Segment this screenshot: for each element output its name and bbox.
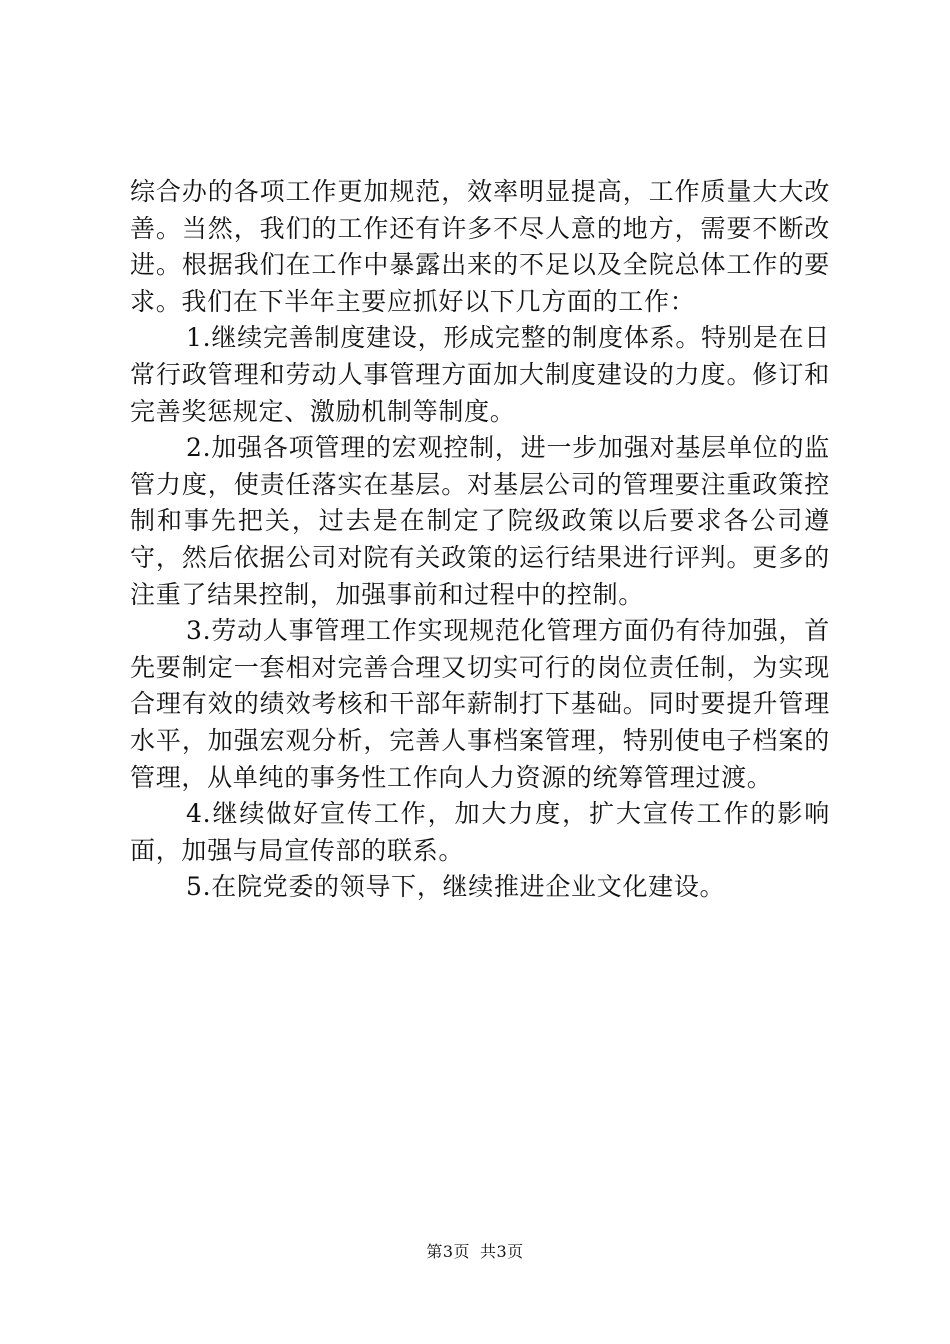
paragraph-item-1: 1.继续完善制度建设，形成完整的制度体系。特别是在日常行政管理和劳动人事管理方面加大制度建设的力度。修订和完善奖惩规定、激励机制等制度。 [130, 323, 830, 426]
paragraph-item-5: 5.在院党委的领导下，继续推进企业文化建设。 [186, 872, 726, 902]
page-footer [0, 1240, 950, 1264]
paragraph-intro: 综合办的各项工作更加规范，效率明显提高，工作质量大大改善。当然，我们的工作还有许多不尽人意的地方，需要不断改进。根据我们在工作中暴露出来的不足以及全院总体工作的要求。我们在下半年主要应抓好以下几方面的工作： [130, 177, 830, 316]
page-number: 第3页 [426, 1242, 470, 1261]
document-body [130, 174, 830, 906]
page-total: 共3页 [480, 1242, 524, 1261]
paragraph-item-3: 3.劳动人事管理工作实现规范化管理方面仍有待加强，首先要制定一套相对完善合理又切实可行的岗位责任制，为实现合理有效的绩效考核和干部年薪制打下基础。同时要提升管理水平，加强宏观分析，完善人事档案管理，特别使电子档案的管理，从单纯的事务性工作向人力资源的统筹管理过渡。 [130, 616, 830, 792]
paragraph-item-2: 2.加强各项管理的宏观控制，进一步加强对基层单位的监管力度，使责任落实在基层。对基层公司的管理要注重政策控制和事先把关，过去是在制定了院级政策以后要求各公司遵守，然后依据公司对院有关政策的运行结果进行评判。更多的注重了结果控制，加强事前和过程中的控制。 [130, 433, 830, 609]
paragraph-item-4: 4.继续做好宣传工作，加大力度，扩大宣传工作的影响面，加强与局宣传部的联系。 [130, 799, 830, 865]
